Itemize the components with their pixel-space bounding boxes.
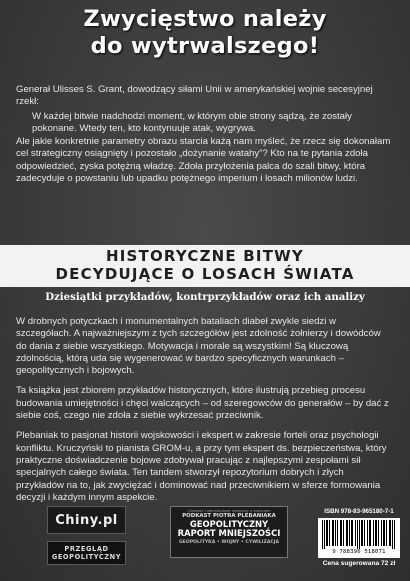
headline-line2: do wytrwalszego! (90, 33, 320, 59)
przeglad-geopolityczny-logo (47, 541, 126, 565)
book-subtitle: Dziesiątki przykładów, kontrprzykładów oraz ich analizy (45, 291, 365, 303)
barcode (318, 518, 400, 558)
podcast-banner (170, 506, 288, 558)
price-label: Cena sugerowana 72 zł (322, 560, 396, 567)
headline-line1: Zwycięstwo należy (83, 6, 327, 32)
podcast-tags: GEOPOLITYKA • WOJNY • CYWILIZACJA (178, 539, 280, 545)
book-title (0, 247, 410, 283)
chiny-logo: Chiny.pl (47, 506, 126, 534)
barcode-bars-icon (321, 520, 397, 549)
description-paragraph-1: W drobnych potyczkach i monumentalnych bataliach diabeł zwykle siedzi w szczegółach. A najważniejszym z tych szczegółów jest zdolność żołnierzy i dowódców do dania z siebie wszystkiego. Motywacja i morale są wszystkim! Są kluczową zdolnością, którą uda się wygenerować w bardzo specyficznych warunkach – geopolitycznych i bojowych. (16, 316, 381, 377)
barcode-number: 9 788396 518071 (332, 549, 386, 555)
headline (10, 6, 400, 60)
intro-paragraph: Ale jakie konkretnie parametry obrazu starcia każą nam myśleć, że rzecz się dokonałam cel strategiczny osiągnięty i pozostało „dożynanie watahy”? Kto na te pytania zdoła odpowiedzieć, zyska potężną władzę. Zdoła przyłożenia palca do szali bitwy, która zadecyduje o powstaniu lub upadku potężnego imperium i losach milionów ludzi. (16, 136, 391, 185)
description-paragraph-3: Plebaniak to pasjonat historii wojskowości i ekspert w zakresie forteli oraz psychologii konfliktu. Kruczyński to pianista GROM-u, a przy tym ekspert ds. bezpieczeństwa, który praktyczne doświadczenie bojowe zdobywał pracując z najlepszymi zespołami sił specjalnych całego świata. Ten tandem stworzył repozytorium dobrych i złych przykładów na to, jak zwyciężać i dominować nad przeciwnikiem w sferze formowania decyzji i każdym innym aspekcie. (16, 430, 387, 503)
grant-quote: W każdej bitwie nadchodzi moment, w którym obie strony sądzą, że zostały pokonane. Wtedy ten, kto kontynuuje atak, wygrywa. (32, 110, 352, 134)
book-title-line2: DECYDUJĄCE O LOSACH ŚWIATA (55, 265, 355, 283)
podcast-title-line1: GEOPOLITYCZNY (189, 518, 269, 529)
logo-pg-line2: GEOPOLITYCZNY (51, 553, 122, 561)
podcast-host: PODKAST PIOTRA PLEBANIAKA (182, 513, 276, 519)
description-paragraph-2: Ta książka jest zbiorem przykładów historycznych, które ilustrują przebieg procesu budowania umiejętności i chęci walczących – od szeregowców do generałów – by dać z siebie coś, czego nie zdoła z siebie wykrzesać przeciwnik. (16, 385, 389, 422)
intro-section (16, 84, 394, 186)
intro-lead: Generał Ulisses S. Grant, dowodzący siłami Unii w amerykańskiej wojnie secesyjnej rzekł: (16, 84, 373, 108)
isbn-label: ISBN 978-83-965180-7-1 (324, 508, 394, 515)
description-section (16, 316, 394, 512)
podcast-top-text: Ciekawe i wartościowe rozmowy z autorami (187, 508, 271, 513)
book-title-line1: HISTORYCZNE BITWY (106, 247, 304, 265)
podcast-title-line2: RAPORT MNIEJSZOŚCI (177, 528, 281, 539)
logo-pg-line1: PRZEGLĄD (64, 545, 109, 553)
